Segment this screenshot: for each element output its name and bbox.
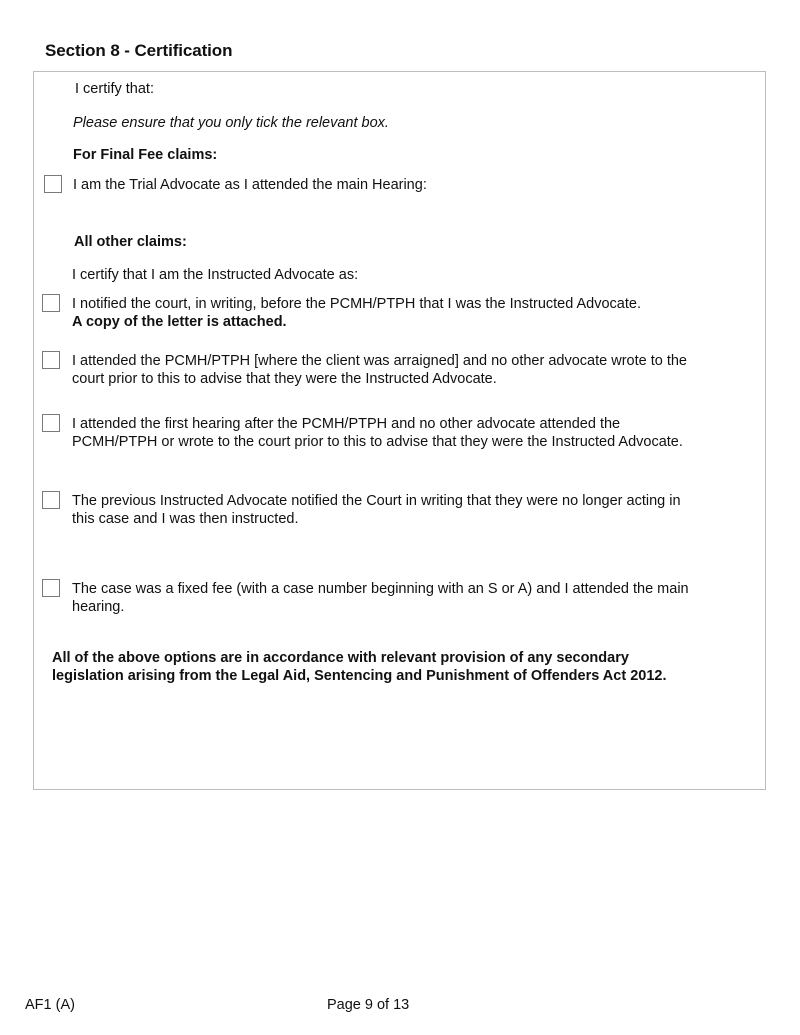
form-code: AF1 (A) xyxy=(25,997,75,1013)
other-claims-intro: I certify that I am the Instructed Advocate as: xyxy=(72,267,359,283)
option-label-line1: The previous Instructed Advocate notified the Court in writing that they were no longer acting in xyxy=(72,493,681,509)
instruction-text: Please ensure that you only tick the relevant box. xyxy=(73,115,389,131)
option-checkbox-fixed-fee[interactable] xyxy=(42,579,60,597)
option-checkbox-notified-court[interactable] xyxy=(42,294,60,312)
option-label-line1: I attended the PCMH/PTPH [where the client was arraigned] and no other advocate wrote to the xyxy=(72,353,687,369)
final-fee-heading: For Final Fee claims: xyxy=(73,147,218,163)
option-label-line1: I attended the first hearing after the PCMH/PTPH and no other advocate attended the xyxy=(72,416,621,432)
option-label-line2: PCMH/PTPH or wrote to the court prior to this to advise that they were the Instructed Advocate. xyxy=(72,434,683,450)
closing-statement-line2: legislation arising from the Legal Aid, Sentencing and Punishment of Offenders Act 2012. xyxy=(52,668,667,684)
section-title: Section 8 - Certification xyxy=(45,41,233,60)
option-label-line1: I notified the court, in writing, before the PCMH/PTPH that I was the Instructed Advocate. xyxy=(72,296,641,312)
certify-intro: I certify that: xyxy=(75,81,154,97)
option-label-line1: The case was a fixed fee (with a case number beginning with an S or A) and I attended the main xyxy=(72,581,689,597)
final-fee-checkbox[interactable] xyxy=(44,175,62,193)
other-claims-heading: All other claims: xyxy=(74,234,187,250)
option-label-line2: hearing. xyxy=(72,599,125,615)
final-fee-option-label: I am the Trial Advocate as I attended the main Hearing: xyxy=(73,177,427,193)
page-number: Page 9 of 13 xyxy=(327,997,410,1013)
option-label-line2: this case and I was then instructed. xyxy=(72,511,299,527)
option-checkbox-previous-advocate[interactable] xyxy=(42,491,60,509)
closing-statement-line1: All of the above options are in accordance with relevant provision of any secondary xyxy=(52,650,629,666)
option-checkbox-attended-pcmh[interactable] xyxy=(42,351,60,369)
option-label-line2: A copy of the letter is attached. xyxy=(72,314,287,330)
option-label-line2: court prior to this to advise that they were the Instructed Advocate. xyxy=(72,371,497,387)
option-checkbox-first-hearing[interactable] xyxy=(42,414,60,432)
